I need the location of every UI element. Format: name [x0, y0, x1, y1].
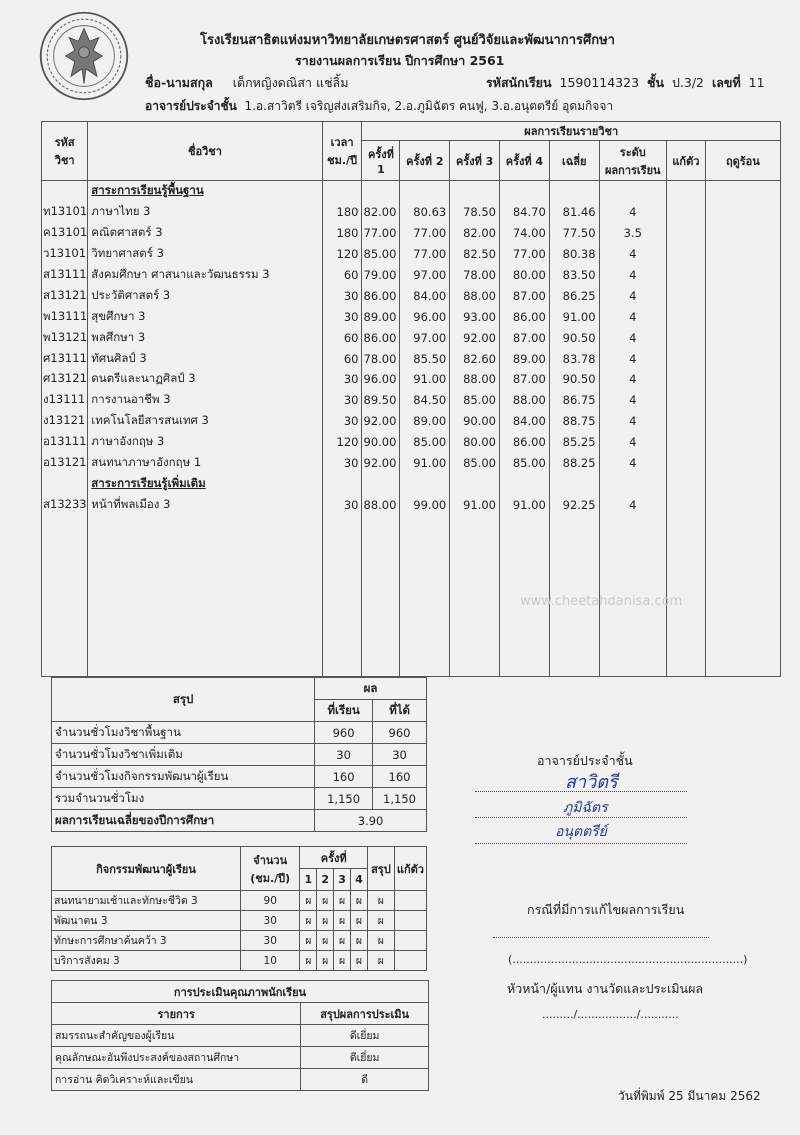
activity-row: [52, 891, 427, 911]
subject-name: พลศึกษา 3: [88, 327, 322, 348]
student-id-line: [486, 73, 765, 93]
hours: 180: [322, 202, 362, 223]
summary-studied: 160: [315, 766, 373, 788]
score-avg: 83.78: [549, 348, 599, 369]
activity-r1: ผ: [300, 931, 317, 951]
subject-name: สังคมศึกษา ศาสนาและวัฒนธรรม 3: [88, 265, 322, 286]
activity-name: สนทนายามเช้าและทักษะชีวิต 3: [52, 891, 241, 911]
summary-header: สรุป: [52, 678, 315, 722]
score-t4: 87.00: [500, 285, 550, 306]
score-t2: 84.50: [400, 390, 450, 411]
score-t2: 91.00: [400, 369, 450, 390]
teachers-label: อาจารย์ประจำชั้น: [145, 99, 237, 113]
score-t2: 89.00: [400, 411, 450, 432]
grade-level: 4: [599, 369, 666, 390]
subject-name: สนทนาภาษาอังกฤษ 1: [88, 453, 322, 474]
score-t3: 85.00: [450, 453, 500, 474]
activity-r1: ผ: [300, 911, 317, 931]
score-t3: 91.00: [450, 494, 500, 515]
activity-hours: 10: [241, 951, 300, 971]
activities-times-header: ครั้งที่: [300, 847, 368, 869]
score-t4: 77.00: [500, 244, 550, 265]
activities-table: [51, 846, 427, 971]
correction-signature-line: [493, 936, 709, 938]
student-class: ป.3/2: [671, 75, 705, 90]
score-t4: 85.00: [500, 453, 550, 474]
quality-result: ดีเยี่ยม: [301, 1025, 429, 1047]
header-code: รหัส วิชา: [42, 122, 88, 181]
activity-name: บริการสังคม 3: [52, 951, 241, 971]
activities-t3-header: 3: [334, 869, 351, 891]
score-avg: 81.46: [549, 202, 599, 223]
score-t4: 87.00: [500, 327, 550, 348]
score-t2: 77.00: [400, 223, 450, 244]
score-avg: 88.25: [549, 453, 599, 474]
activity-hours: 30: [241, 931, 300, 951]
subject-code: ส13121: [42, 285, 88, 306]
score-t3: 92.00: [450, 327, 500, 348]
hours: 30: [322, 411, 362, 432]
subject-name: สุขศึกษา 3: [88, 306, 322, 327]
header-level: ระดับ ผลการเรียน: [599, 141, 666, 181]
score-avg: 91.00: [549, 306, 599, 327]
score-avg: 86.75: [549, 390, 599, 411]
id-label: รหัสนักเรียน: [486, 75, 552, 90]
score-t1: 92.00: [362, 411, 400, 432]
header-t2: ครั้งที่ 2: [400, 141, 450, 181]
summary-row: [52, 788, 427, 810]
header-subject: ชื่อวิชา: [88, 122, 322, 181]
score-t3: 93.00: [450, 306, 500, 327]
subject-code: พ13111: [42, 306, 88, 327]
student-id: 1590114323: [559, 75, 640, 90]
table-row: [42, 327, 781, 348]
activity-r3: ผ: [334, 891, 351, 911]
correction-name-blank: (..................................................................): [508, 953, 748, 966]
subject-code: ศ13121: [42, 369, 88, 390]
subject-name: ดนตรีและนาฏศิลป์ 3: [88, 369, 322, 390]
score-t2: 97.00: [400, 327, 450, 348]
subject-code: ง13121: [42, 411, 88, 432]
signature-line: [475, 842, 687, 844]
subject-code: ว13101: [42, 244, 88, 265]
number-label: เลขที่: [711, 75, 741, 90]
summary-result-header: ผล: [315, 678, 427, 700]
score-t3: 82.60: [450, 348, 500, 369]
activity-sum: ผ: [367, 891, 394, 911]
activity-r4: ผ: [351, 951, 368, 971]
summary-row: [52, 744, 427, 766]
quality-result: ดีเยี่ยม: [301, 1047, 429, 1069]
grade-level: 4: [599, 432, 666, 453]
activities-fix-header: แก้ตัว: [394, 847, 426, 891]
score-t1: 85.00: [362, 244, 400, 265]
subject-code: ค13101: [42, 223, 88, 244]
subject-code: อ13121: [42, 453, 88, 474]
summary-studied: 30: [315, 744, 373, 766]
teacher-signature-3: อนุตตรีย์: [555, 824, 607, 840]
score-t4: 91.00: [500, 494, 550, 515]
header-fix: แก้ตัว: [666, 141, 705, 181]
group-row: [42, 473, 781, 494]
activity-sum: ผ: [367, 911, 394, 931]
grade-level: 4: [599, 202, 666, 223]
table-row: [42, 369, 781, 390]
summary-row: [52, 766, 427, 788]
table-row: [42, 390, 781, 411]
group-row: [42, 181, 781, 202]
score-t3: 85.00: [450, 390, 500, 411]
subject-name: คณิตศาสตร์ 3: [88, 223, 322, 244]
table-row: [42, 411, 781, 432]
score-t4: 84.70: [500, 202, 550, 223]
score-t2: 85.50: [400, 348, 450, 369]
grade-level: 4: [599, 327, 666, 348]
activity-row: [52, 911, 427, 931]
gpa-label: ผลการเรียนเฉลี่ยของปีการศึกษา: [52, 810, 315, 832]
teachers: 1.อ.สาวิตรี เจริญส่งเสริมกิจ, 2.อ.ภูมิฉัตร คนฟู, 3.อ.อนุตตรีย์ อุดมกิจจา: [244, 99, 614, 113]
score-avg: 92.25: [549, 494, 599, 515]
teacher-signature-1: สาวิตรี: [565, 772, 618, 793]
quality-item: คุณลักษณะอันพึงประสงค์ของสถานศึกษา: [52, 1047, 301, 1069]
score-t4: 88.00: [500, 390, 550, 411]
header-hours: เวลา ชม./ปี: [322, 122, 362, 181]
hours: 30: [322, 369, 362, 390]
score-t2: 91.00: [400, 453, 450, 474]
subject-name: การงานอาชีพ 3: [88, 390, 322, 411]
school-seal-logo: [38, 10, 130, 102]
score-t2: 97.00: [400, 265, 450, 286]
student-name: เด็กหญิงดณิสา แช่ลิ้ม: [232, 75, 349, 90]
hours: 30: [322, 285, 362, 306]
score-t2: 77.00: [400, 244, 450, 265]
activity-r2: ผ: [317, 951, 334, 971]
header-results: ผลการเรียนรายวิชา: [362, 122, 781, 141]
quality-item-header: รายการ: [52, 1003, 301, 1025]
quality-row: [52, 1025, 429, 1047]
teacher-signature-label: อาจารย์ประจำชั้น: [537, 753, 633, 768]
score-t3: 82.00: [450, 223, 500, 244]
score-t1: 78.00: [362, 348, 400, 369]
activity-name: ทักษะการศึกษาค้นคว้า 3: [52, 931, 241, 951]
subject-name: ทัศนศิลป์ 3: [88, 348, 322, 369]
summary-row: [52, 722, 427, 744]
subject-name: วิทยาศาสตร์ 3: [88, 244, 322, 265]
summary-label: จำนวนชั่วโมงวิชาพื้นฐาน: [52, 722, 315, 744]
subject-name: เทคโนโลยีสารสนเทศ 3: [88, 411, 322, 432]
score-t3: 78.00: [450, 265, 500, 286]
summary-studied: 960: [315, 722, 373, 744]
score-t4: 86.00: [500, 432, 550, 453]
score-t1: 92.00: [362, 453, 400, 474]
subject-code: ศ13111: [42, 348, 88, 369]
subject-code: ส13233: [42, 494, 88, 515]
subject-name: ภาษาไทย 3: [88, 202, 322, 223]
score-t1: 88.00: [362, 494, 400, 515]
activity-sum: ผ: [367, 931, 394, 951]
subject-code: ท13101: [42, 202, 88, 223]
hours: 60: [322, 348, 362, 369]
score-t4: 80.00: [500, 265, 550, 286]
group-label: สาระการเรียนรู้เพิ่มเติม: [88, 473, 322, 494]
summary-earned-header: ที่ได้: [373, 700, 427, 722]
grade-level: 4: [599, 244, 666, 265]
grade-level: 4: [599, 348, 666, 369]
grade-level: 3.5: [599, 223, 666, 244]
header-t3: ครั้งที่ 3: [450, 141, 500, 181]
quality-result: ดี: [301, 1069, 429, 1091]
score-t1: 89.00: [362, 306, 400, 327]
activity-r4: ผ: [351, 931, 368, 951]
score-t1: 90.00: [362, 432, 400, 453]
activity-r4: ผ: [351, 911, 368, 931]
hours: 120: [322, 432, 362, 453]
subject-code: อ13111: [42, 432, 88, 453]
school-name: โรงเรียนสาธิตแห่งมหาวิทยาลัยเกษตรศาสตร์ ศูนย์วิจัยและพัฒนาการศึกษา: [200, 33, 615, 48]
summary-label: จำนวนชั่วโมงวิชาเพิ่มเติม: [52, 744, 315, 766]
group-label: สาระการเรียนรู้พื้นฐาน: [88, 181, 322, 202]
head-label: หัวหน้า/ผู้แทน งานวัดและประเมินผล: [507, 981, 704, 996]
activity-r2: ผ: [317, 911, 334, 931]
summary-label: จำนวนชั่วโมงกิจกรรมพัฒนาผู้เรียน: [52, 766, 315, 788]
hours: 120: [322, 244, 362, 265]
score-avg: 85.25: [549, 432, 599, 453]
grade-level: 4: [599, 265, 666, 286]
header-avg: เฉลี่ย: [549, 141, 599, 181]
quality-header: การประเมินคุณภาพนักเรียน: [52, 981, 429, 1003]
activities-t1-header: 1: [300, 869, 317, 891]
print-date: วันที่พิมพ์ 25 มีนาคม 2562: [618, 1089, 761, 1103]
class-label: ชั้น: [647, 75, 665, 90]
grade-level: 4: [599, 285, 666, 306]
activities-t4-header: 4: [351, 869, 368, 891]
score-t3: 90.00: [450, 411, 500, 432]
signature-line: [475, 790, 687, 792]
activity-hours: 90: [241, 891, 300, 911]
summary-earned: 1,150: [373, 788, 427, 810]
score-t2: 84.00: [400, 285, 450, 306]
activity-r4: ผ: [351, 891, 368, 911]
grade-level: 4: [599, 390, 666, 411]
header-t1: ครั้งที่ 1: [362, 141, 400, 181]
hours: 60: [322, 327, 362, 348]
summary-label: รวมจำนวนชั่วโมง: [52, 788, 315, 810]
gpa-value: 3.90: [315, 810, 427, 832]
score-t4: 87.00: [500, 369, 550, 390]
score-t2: 99.00: [400, 494, 450, 515]
activity-r2: ผ: [317, 931, 334, 951]
score-avg: 77.50: [549, 223, 599, 244]
subject-code: พ13121: [42, 327, 88, 348]
teachers-line: [145, 97, 613, 116]
header-t4: ครั้งที่ 4: [500, 141, 550, 181]
score-t1: 89.50: [362, 390, 400, 411]
hours: 30: [322, 453, 362, 474]
quality-item: การอ่าน คิดวิเคราะห์และเขียน: [52, 1069, 301, 1091]
score-t3: 82.50: [450, 244, 500, 265]
quality-item: สมรรถนะสำคัญของผู้เรียน: [52, 1025, 301, 1047]
header-summer: ฤดูร้อน: [705, 141, 780, 181]
score-t2: 80.63: [400, 202, 450, 223]
table-row: [42, 223, 781, 244]
activity-r3: ผ: [334, 951, 351, 971]
score-t1: 77.00: [362, 223, 400, 244]
score-avg: 90.50: [549, 327, 599, 348]
report-title: รายงานผลการเรียน ปีการศึกษา 2561: [295, 53, 505, 68]
activity-name: พัฒนาตน 3: [52, 911, 241, 931]
subject-name: ภาษาอังกฤษ 3: [88, 432, 322, 453]
table-row: [42, 285, 781, 306]
activity-r1: ผ: [300, 891, 317, 911]
score-t1: 79.00: [362, 265, 400, 286]
subject-code: ส13111: [42, 265, 88, 286]
score-t3: 78.50: [450, 202, 500, 223]
table-row: [42, 494, 781, 515]
activity-r3: ผ: [334, 911, 351, 931]
score-t1: 86.00: [362, 327, 400, 348]
score-t4: 86.00: [500, 306, 550, 327]
score-t3: 80.00: [450, 432, 500, 453]
grade-level: 4: [599, 494, 666, 515]
hours: 60: [322, 265, 362, 286]
activities-header: กิจกรรมพัฒนาผู้เรียน: [52, 847, 241, 891]
activities-t2-header: 2: [317, 869, 334, 891]
activity-r3: ผ: [334, 931, 351, 951]
table-row: [42, 453, 781, 474]
activity-sum: ผ: [367, 951, 394, 971]
watermark: www.cheetahdanisa.com: [520, 594, 683, 609]
score-t2: 85.00: [400, 432, 450, 453]
score-t1: 96.00: [362, 369, 400, 390]
summary-studied: 1,150: [315, 788, 373, 810]
score-t4: 89.00: [500, 348, 550, 369]
date-blank: ........./................./...........: [542, 1008, 679, 1021]
name-label: ชื่อ-นามสกุล: [145, 75, 213, 90]
subject-code: ง13111: [42, 390, 88, 411]
activity-hours: 30: [241, 911, 300, 931]
grade-level: 4: [599, 306, 666, 327]
quality-table: [51, 980, 429, 1091]
summary-table: [51, 677, 427, 832]
score-t3: 88.00: [450, 369, 500, 390]
student-name-line: [145, 73, 348, 93]
table-row: [42, 348, 781, 369]
table-row: [42, 202, 781, 223]
score-t4: 74.00: [500, 223, 550, 244]
hours: 30: [322, 306, 362, 327]
signature-line: [475, 816, 687, 818]
teacher-signature-2: ภูมิฉัตร: [563, 800, 608, 816]
gpa-row: [52, 810, 427, 832]
hours: 180: [322, 223, 362, 244]
table-row: [42, 432, 781, 453]
score-t1: 86.00: [362, 285, 400, 306]
subject-name: หน้าที่พลเมือง 3: [88, 494, 322, 515]
score-t2: 96.00: [400, 306, 450, 327]
grade-level: 4: [599, 411, 666, 432]
score-avg: 80.38: [549, 244, 599, 265]
activity-r2: ผ: [317, 891, 334, 911]
summary-earned: 30: [373, 744, 427, 766]
summary-studied-header: ที่เรียน: [315, 700, 373, 722]
hours: 30: [322, 494, 362, 515]
grade-level: 4: [599, 453, 666, 474]
activities-hours-header: จำนวน (ชม./ปี): [241, 847, 300, 891]
hours: 30: [322, 390, 362, 411]
subject-name: ประวัติศาสตร์ 3: [88, 285, 322, 306]
score-t1: 82.00: [362, 202, 400, 223]
activities-sum-header: สรุป: [367, 847, 394, 891]
score-avg: 88.75: [549, 411, 599, 432]
score-avg: 86.25: [549, 285, 599, 306]
quality-result-header: สรุปผลการประเมิน: [301, 1003, 429, 1025]
table-row: [42, 244, 781, 265]
score-avg: 83.50: [549, 265, 599, 286]
table-row: [42, 306, 781, 327]
activity-row: [52, 951, 427, 971]
score-t4: 84.00: [500, 411, 550, 432]
student-number: 11: [748, 75, 765, 90]
correction-label: กรณีที่มีการแก้ไขผลการเรียน: [527, 902, 685, 917]
summary-earned: 160: [373, 766, 427, 788]
score-avg: 90.50: [549, 369, 599, 390]
quality-row: [52, 1069, 429, 1091]
quality-row: [52, 1047, 429, 1069]
score-t3: 88.00: [450, 285, 500, 306]
activity-row: [52, 931, 427, 951]
activity-r1: ผ: [300, 951, 317, 971]
table-row: [42, 265, 781, 286]
summary-earned: 960: [373, 722, 427, 744]
